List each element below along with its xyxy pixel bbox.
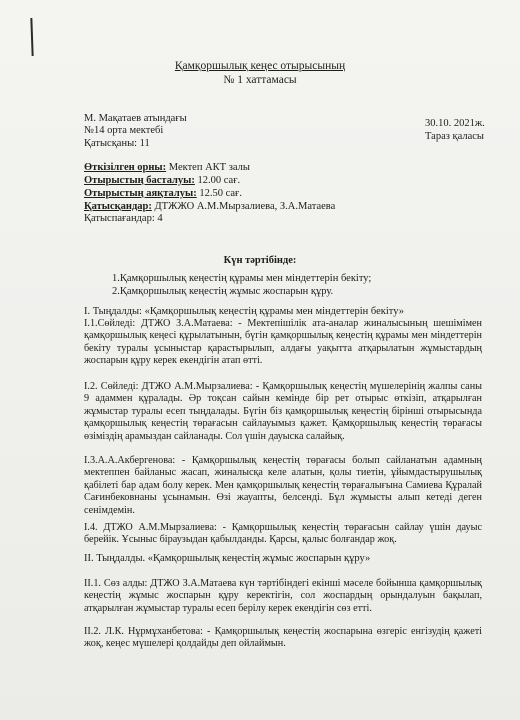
detail-attendees <box>84 201 335 213</box>
document-city: Тараз қаласы <box>425 131 484 142</box>
detail-start <box>84 175 240 187</box>
paragraph: ІІ.1. Сөз алды: ДТЖО З.А.Матаева күн тәртібіндегі екінші мәселе бойынша қамқоршылық кеңестің жұмыс жоспарын құру керектігін, сол жоспардың орындалуын бақылап, атқарылған жұмыстар туралы есеп берілу керек екендігін сөз етті. <box>84 578 482 614</box>
paragraph: І.2. Сөйледі: ДТЖО А.М.Мырзалиева: - Қамқоршылық кеңестің мүшелерінің жалпы саны 9 адаммен құралады. Әр тоқсан сайын кемінде бір рет отырыс өткізіп, атқарылған жұмыстар туралы есеп тыңдалады. Бүгін біз қамқоршылық кеңестің бірінші отырысында қамқоршылық кеңестің төрағасын сайлауымыз қажет. Қамқоршылық кеңестің төрағасы өзіміздің арамыздан сайланады. Сол үшін дауыска салайық. <box>84 381 482 442</box>
detail-value: Қатыспағандар: 4 <box>84 213 163 224</box>
detail-value: Мектеп АКТ залы <box>166 162 250 173</box>
document-title: Қамқоршылық кеңес отырысының <box>174 60 346 72</box>
detail-label: Отырыстың басталуы: <box>84 175 195 186</box>
detail-label: Өткізілген орны: <box>84 162 167 173</box>
school-number: №14 орта мектебі <box>84 125 164 136</box>
paragraph: І.1.Сөйледі: ДТЖО З.А.Матаева: - Мектепішілік ата-аналар жиналысының шешімімен қамқоршылық кеңесі құрылатынын, бүгін қамқоршылық кеңестің құрамы мен міндеттерін бекіту туралы ұсыныстар қарастырылып, алдағы уақытта атқарылатын жұмыстардың жоспарын құру керек екендігін атап өтті. <box>84 318 482 367</box>
detail-absent <box>84 213 163 225</box>
paragraph: ІІ.2. Л.К. Нұрмұханбетова: - Қамқоршылық кеңестің жоспарына өзгеріс енгізудің қажеті жоқ, кеңес мүшелері қолдайды деп ойлаймын. <box>84 626 482 650</box>
detail-label: Қатысқандар: <box>84 201 152 212</box>
detail-value: 12.50 сағ. <box>196 188 242 199</box>
document-date: 30.10. 2021ж. <box>425 118 485 129</box>
section-heading: II. Тыңдалды. «Қамқоршылық кеңестің жұмыс жоспарын құру» <box>84 553 371 564</box>
pen-mark <box>30 18 33 56</box>
agenda-heading: Күн тәртібінде: <box>223 255 297 266</box>
detail-end <box>84 188 242 200</box>
paragraph: І.3.А.А.Акбергенова: - Қамқоршылық кеңестің төрағасы болып сайланатын адамның мектеппен байланыс жасап, жиналысқа келе алатын, қолы тиетін, ұйымдастырушылық қабілеті бар адам болу керек. Мен қамқоршылық кеңестің төрағалығына Самиева Құралай Сағинбековнаны ұсынамын. Өзі жауапты, белсенді. Бұл жұмысты алып кетеді деген сенімдемін. <box>84 455 482 516</box>
section-heading: I. Тыңдалды: «Қамқоршылық кеңестің құрамы мен міндеттерін бекіту» <box>84 306 405 317</box>
agenda-item: 2.Қамқоршылық кеңестің жұмыс жоспарын құру. <box>112 286 334 297</box>
protocol-number: № 1 хаттамасы <box>223 74 297 86</box>
detail-value: ДТЖЖО А.М.Мырзалиева, З.А.Матаева <box>151 201 336 212</box>
agenda-item: 1.Қамқоршылық кеңестің құрамы мен міндеттерін бекіту; <box>112 273 372 284</box>
detail-venue <box>84 162 250 174</box>
attendance-count: Қатысқаны: 11 <box>84 138 150 149</box>
detail-label: Отырыстың аяқталуы: <box>84 188 197 199</box>
paragraph: І.4. ДТЖО А.М.Мырзалиева: - Қамқоршылық кеңестің төрағасын сайлау үшін дауыс берейік. Ұсыныс біраузыдан қабылданды. Қарсы, қалыс болғандар жоқ. <box>84 522 482 546</box>
detail-value: 12.00 сағ. <box>194 175 241 186</box>
school-name: М. Мақатаев атындағы <box>84 113 187 124</box>
